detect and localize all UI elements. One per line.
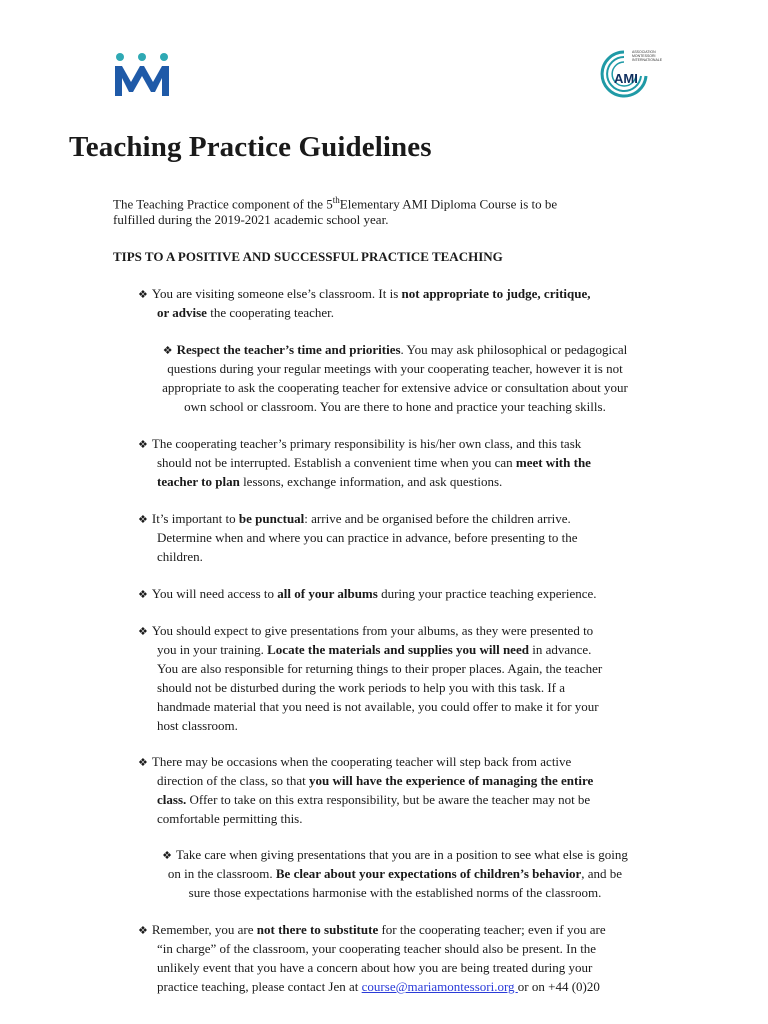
tip-6-line-5: handmade material that you need is not available, you could offer to make it for your bbox=[157, 699, 599, 714]
tip-2-line-3: appropriate to ask the cooperating teacher for extensive advice or consultation about your bbox=[162, 380, 628, 395]
diamond-bullet-icon: ❖ bbox=[138, 757, 148, 769]
svg-text:AMI: AMI bbox=[614, 71, 638, 86]
tip-6-line-4: should not be disturbed during the work periods to help you with this task. If a bbox=[157, 680, 566, 695]
diamond-bullet-icon: ❖ bbox=[138, 589, 148, 601]
tip-6-line-1: ❖ You should expect to give presentations from your albums, as they were presented to bbox=[138, 623, 594, 638]
diamond-bullet-icon: ❖ bbox=[162, 345, 173, 357]
email-link[interactable]: course@mariamontessori.org bbox=[361, 979, 518, 994]
tip-6-line-2: you in your training. Locate the materials and supplies you will need in advance. bbox=[157, 642, 592, 657]
tip-2-line-4: own school or classroom. You are there to hone and practice your teaching skills. bbox=[184, 399, 606, 414]
diamond-bullet-icon: ❖ bbox=[138, 439, 148, 451]
tip-3-line-1: ❖ The cooperating teacher’s primary responsibility is his/her own class, and this task bbox=[138, 436, 582, 451]
tip-7-line-3: class. Offer to take on this extra responsibility, but be aware the teacher may not be bbox=[157, 792, 591, 807]
tips-heading: TIPS TO A POSITIVE AND SUCCESSFUL PRACTICE TEACHING bbox=[113, 249, 503, 264]
svg-text:MONTESSORI: MONTESSORI bbox=[632, 54, 656, 58]
tip-8-line-1: ❖ Take care when giving presentations that you are in a position to see what else is going bbox=[162, 847, 628, 862]
diamond-bullet-icon: ❖ bbox=[138, 925, 148, 937]
svg-text:ASSOCIATION: ASSOCIATION bbox=[632, 50, 656, 54]
page-title: Teaching Practice Guidelines bbox=[69, 131, 432, 163]
tip-9-line-2: “in charge” of the classroom, your cooperating teacher should also be present. In the bbox=[157, 941, 597, 956]
tip-2-line-1: ❖ Respect the teacher’s time and priorities. You may ask philosophical or pedagogical bbox=[162, 342, 628, 357]
diamond-bullet-icon: ❖ bbox=[162, 850, 173, 862]
tip-8-line-3: sure those expectations harmonise with the established norms of the classroom. bbox=[188, 885, 602, 900]
tip-9-line-4: practice teaching, please contact Jen at course@mariamontessori.org or on +44 (0)20 bbox=[157, 979, 600, 994]
tip-1-line-2: or advise the cooperating teacher. bbox=[157, 305, 335, 320]
mmi-logo-icon bbox=[113, 52, 171, 98]
tip-4-line-3: children. bbox=[157, 549, 203, 564]
tip-7-line-2: direction of the class, so that you will have the experience of managing the entire bbox=[157, 773, 594, 788]
intro-line-2: fulfilled during the 2019-2021 academic school year. bbox=[113, 212, 389, 227]
tip-7-line-1: ❖ There may be occasions when the cooperating teacher will step back from active bbox=[138, 754, 572, 769]
diamond-bullet-icon: ❖ bbox=[138, 626, 148, 638]
tip-7-line-4: comfortable permitting this. bbox=[157, 811, 303, 826]
diamond-bullet-icon: ❖ bbox=[138, 289, 148, 301]
tip-9-line-1: ❖ Remember, you are not there to substitute for the cooperating teacher; even if you are bbox=[138, 922, 606, 937]
tip-4-line-2: Determine when and where you can practice in advance, before presenting to the bbox=[157, 530, 578, 545]
diamond-bullet-icon: ❖ bbox=[138, 514, 148, 526]
tip-9-line-3: unlikely event that you have a concern about how you are being treated during your bbox=[157, 960, 593, 975]
tip-3-line-2: should not be interrupted. Establish a convenient time when you can meet with the bbox=[157, 455, 591, 470]
ami-logo-icon bbox=[598, 46, 662, 98]
tip-8-line-2: on in the classroom. Be clear about your expectations of children’s behavior, and be bbox=[167, 866, 623, 881]
tip-6-line-3: You are also responsible for returning things to their proper places. Again, the teacher bbox=[157, 661, 603, 676]
svg-text:INTERNATIONALE: INTERNATIONALE bbox=[632, 58, 662, 62]
intro-line-1: The Teaching Practice component of the 5thElementary AMI Diploma Course is to be bbox=[113, 195, 558, 212]
tip-4-line-1: ❖ It’s important to be punctual: arrive and be organised before the children arrive. bbox=[138, 511, 571, 526]
tip-2-line-2: questions during your regular meetings with your cooperating teacher, however it is not bbox=[167, 361, 623, 376]
tip-5-line-1: ❖ You will need access to all of your albums during your practice teaching experience. bbox=[138, 586, 597, 601]
tip-3-line-3: teacher to plan lessons, exchange information, and ask questions. bbox=[157, 474, 503, 489]
tip-1-line-1: ❖ You are visiting someone else’s classroom. It is not appropriate to judge, critique, bbox=[138, 286, 591, 301]
tip-6-line-6: host classroom. bbox=[157, 718, 238, 733]
